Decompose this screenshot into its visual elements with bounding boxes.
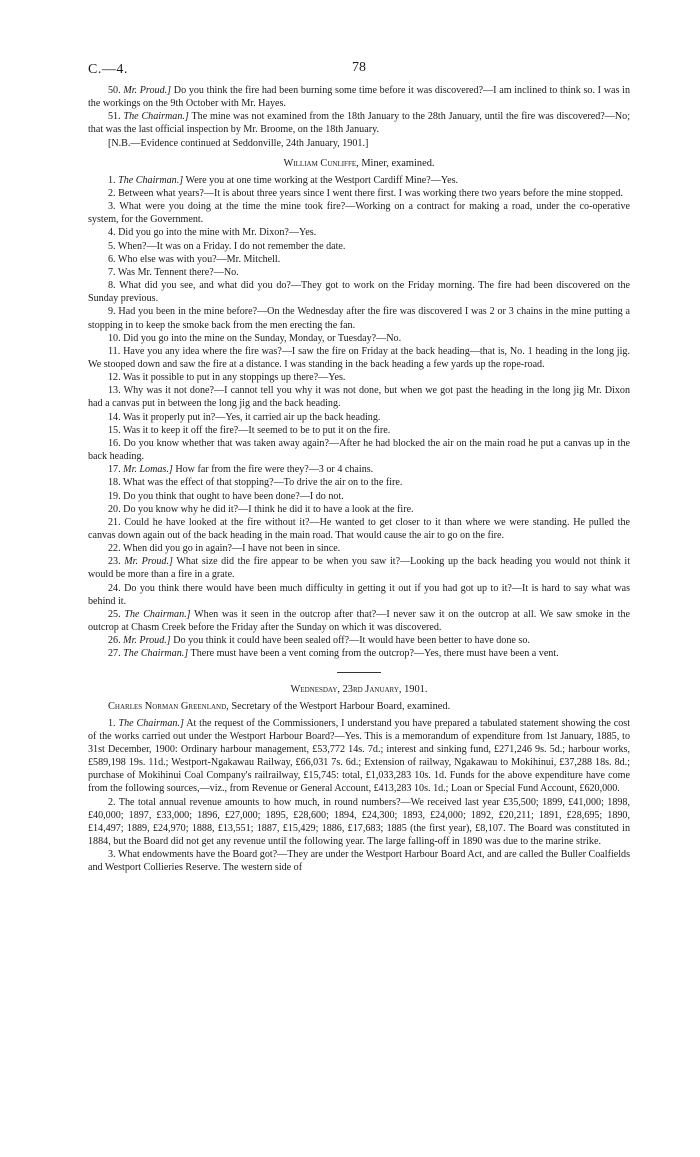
question-number: 22. xyxy=(108,543,121,555)
question-number: 14. xyxy=(108,411,121,423)
page-header xyxy=(88,52,630,77)
question-number: 2. xyxy=(108,796,116,808)
question-paragraph xyxy=(88,796,630,849)
question-number: 5. xyxy=(108,240,116,252)
question-text: Was it properly put in?—Yes, it carried air up the back heading. xyxy=(122,411,381,423)
question-text: At the request of the Commissioners, I understand you have prepared a tabulated statement showing the cost of the works carried out under the Westport Harbour Board?—Yes. This is a memorandum of expenditure from 1st January, 1885, to 31st December, 1900: Ordinary harbour management, £53,772 14s. 7d.; interest and sinking fund, £271,246 9s. 5d.; harbour works, £589,198 19s. 11d.; Westport-Ngakawau Railway, £66,031 7s. 6d.; Extension of railway, Ngakawau to Mokihinui, £37,288 18s. 8d.; purchase of Mokihinui Coal Company's railrailway, £15,745: total, £1,033,283 10s. 1d. Funds for the above expenditure have come from the following sources,—viz., from Revenue or General Account, £413,283 10s. 1d.; Loan or Special Fund Account, £620,000. xyxy=(88,717,631,795)
question-number: 13. xyxy=(108,385,121,397)
question-paragraph: 50. Mr. Proud.] Do you think the fire had been burning some time before it was discovered?—I am inclined to think so. I was in the workings on the 9th October with Mr. Hayes. xyxy=(88,85,630,110)
question-number: 23. xyxy=(108,556,121,568)
question-text: Have you any idea where the fire was?—I saw the fire on Friday at the back heading—that is, No. 1 heading in the long jig. We stooped down and saw the fire at a distance. I was standing in the back heading a few yards up the rope-road. xyxy=(88,345,630,370)
speaker: The Chairman.] xyxy=(123,648,189,660)
question-paragraph xyxy=(88,279,630,305)
question-text: Had you been in the mine before?—On the Wednesday after the fire was discovered I was 2 or 3 chains in the mine putting a stopping in to keep the smoke back from the men erecting the fan. xyxy=(88,306,630,331)
question-text: Between what years?—It is about three years since I went there first. I was working there two years before the mine stopped. xyxy=(118,187,623,199)
question-paragraph xyxy=(88,582,630,608)
question-paragraph xyxy=(88,555,630,581)
question-paragraph xyxy=(88,542,630,555)
question-text: Did you go into the mine on the Sunday, Monday, or Tuesday?—No. xyxy=(123,332,402,344)
question-number: 16. xyxy=(108,437,121,449)
document-reference: C.—4. xyxy=(88,62,128,77)
question-text: Do you think it could have been sealed off?—It would have been better to have done so. xyxy=(170,635,530,647)
question-text: Could he have looked at the fire without it?—He wanted to get closer to it than where we were standing. He pulled the canvas down again out of the back heading in the main road. That would cause the air to go on the fire. xyxy=(88,516,630,541)
question-number: 2. xyxy=(108,187,116,199)
question-text: Do you know whether that was taken away again?—After he had blocked the air on the main road he put a canvas up in the back heading. xyxy=(88,437,630,463)
question-number: 7. xyxy=(108,266,116,278)
witness-name: Charles Norman Greenland xyxy=(108,700,227,712)
question-text: Do you think there would have been much difficulty in getting it out if you had got up to it?—It is hard to say what was behind it. xyxy=(88,582,630,607)
question-text: What endowments have the Board got?—They are under the Westport Harbour Board Act, and are called the Buller Coalfields and Westport Collieries Reserve. The western side of xyxy=(88,849,631,874)
question-text: What did you see, and what did you do?—They got to work on the Friday morning. The fire had been discovered on the Sunday previous. xyxy=(88,280,630,305)
speaker: Mr. Proud.] xyxy=(124,556,173,568)
question-paragraph xyxy=(88,437,630,463)
speaker: The Chairman.] xyxy=(118,717,184,729)
question-text: Who else was with you?—Mr. Mitchell. xyxy=(117,253,281,265)
question-number: 1. xyxy=(108,717,116,729)
question-paragraph xyxy=(88,305,630,331)
question-text: What was the effect of that stopping?—To drive the air on to the fire. xyxy=(122,477,403,489)
question-number: 26. xyxy=(108,635,121,647)
question-text: Do you know why he did it?—I think he did it to have a look at the fire. xyxy=(123,503,414,515)
question-text: Were you at one time working at the Westport Cardiff Mine?—Yes. xyxy=(183,174,459,186)
question-number: 17. xyxy=(108,464,121,476)
question-number: 3. xyxy=(108,201,116,213)
question-text: When was it seen in the outcrop after that?—I never saw it on the outcrop at all. We saw smoke in the outcrop at Chasm Creek before the Friday after the Sunday on which it was discovered. xyxy=(88,608,631,634)
question-number: 12. xyxy=(108,372,121,384)
question-number: 10. xyxy=(108,332,121,344)
question-text: What were you doing at the time the mine took fire?—Working on a contract for making a road, under the co-operative system, for the Government. xyxy=(88,201,630,226)
evidence-continuation xyxy=(88,84,630,150)
question-text: What size did the fire appear to be when you saw it?—Looking up the back heading you would not think it would be more than a fire in a grate. xyxy=(88,556,630,581)
speaker: The Chairman.] xyxy=(118,174,184,186)
question-paragraph xyxy=(88,717,630,796)
question-text: Was it possible to put in any stoppings up there?—Yes. xyxy=(122,372,346,384)
witness-heading xyxy=(88,157,630,171)
question-paragraph xyxy=(88,200,630,226)
question-text: Why was it not done?—I cannot tell you why it was not done, but when we got past the heading in the long jig Mr. Dixon had a canvas put in between the long jig and the back heading. xyxy=(88,385,631,410)
question-paragraph xyxy=(88,253,630,266)
speaker: Mr. Proud.] xyxy=(123,635,171,647)
question-paragraph xyxy=(88,503,630,516)
question-paragraph xyxy=(88,345,630,371)
question-number: 9. xyxy=(108,306,116,318)
question-number: 3. xyxy=(108,849,116,861)
question-paragraph xyxy=(88,608,630,634)
question-number: 27. xyxy=(108,648,121,660)
question-paragraph xyxy=(88,463,630,476)
question-number: 25. xyxy=(108,608,121,620)
question-number: 4. xyxy=(108,227,116,239)
question-paragraph xyxy=(88,332,630,345)
question-number: 21. xyxy=(108,516,121,528)
question-number: 6. xyxy=(108,253,116,265)
question-text: Was it to keep it off the fire?—It seemed to be to put it on the fire. xyxy=(122,424,391,436)
question-number: 11. xyxy=(108,345,121,357)
question-paragraph: 51. The Chairman.] The mine was not examined from the 18th January to the 28th January, until the fire was discovered?—No; that was the last official inspection by Mr. Broome, on the 18th January. xyxy=(88,111,630,136)
page-number: 78 xyxy=(352,60,366,75)
question-paragraph xyxy=(88,411,630,424)
question-paragraph xyxy=(88,266,630,279)
question-text: Was Mr. Tennent there?—No. xyxy=(117,266,239,278)
question-paragraph xyxy=(88,647,630,660)
question-text: Do you think that ought to have been done?—I do not. xyxy=(123,490,344,502)
witness-role: , Secretary of the Westport Harbour Board, examined. xyxy=(226,700,451,712)
speaker: Mr. Lomas.] xyxy=(123,464,173,476)
question-paragraph xyxy=(88,490,630,503)
question-text: When?—It was on a Friday. I do not remember the date. xyxy=(117,240,346,252)
question-number: 20. xyxy=(108,503,121,515)
question-text: How far from the fire were they?—3 or 4 chains. xyxy=(172,464,374,476)
speaker: The Chairman.] xyxy=(124,608,191,620)
question-paragraph xyxy=(88,371,630,384)
question-text: Did you go into the mine with Mr. Dixon?—Yes. xyxy=(118,227,317,239)
question-paragraph xyxy=(88,384,630,410)
witness-testimony xyxy=(88,174,630,661)
question-number: 15. xyxy=(108,424,121,436)
question-paragraph xyxy=(88,187,630,200)
question-number: 1. xyxy=(108,174,116,186)
editorial-note: [N.B.—Evidence continued at Seddonville, 24th January, 1901.] xyxy=(108,137,369,149)
question-text: The total annual revenue amounts to how much, in round numbers?—We received last year £35,500; 1899, £41,000; 1898, £40,000; 1897, £33,000; 1896, £27,000; 1895, £28,600; 1894, £24,300; 1893, £24,000; 1892, £20,211; 1891, £28,695; 1890, £14,497; 1889, £24,970; 1888, £13,551; 1887, £15,429; 1886, £17,683; 1885 (the first year), £8,107. The Board was constituted in 1884, but the Board did not get any revenue until the following year. The large falling-off in 1890 was due to the marine strike. xyxy=(88,796,631,847)
question-paragraph xyxy=(88,226,630,239)
question-paragraph xyxy=(88,848,630,874)
question-number: 19. xyxy=(108,490,121,502)
witness-heading xyxy=(88,700,630,714)
question-number: 18. xyxy=(108,477,121,489)
question-paragraph xyxy=(88,476,630,489)
question-paragraph xyxy=(88,240,630,253)
question-number: 8. xyxy=(108,280,116,292)
witness-name: William Cunliffe xyxy=(283,157,357,169)
question-paragraph xyxy=(88,634,630,647)
question-paragraph xyxy=(88,174,630,187)
section-divider xyxy=(337,672,381,673)
question-text: When did you go in again?—I have not been in since. xyxy=(122,543,341,555)
witness-role: , Miner, examined. xyxy=(356,157,435,169)
question-text: There must have been a vent coming from the outcrop?—Yes, there must have been a vent. xyxy=(188,648,559,660)
question-paragraph xyxy=(88,424,630,437)
date-heading: Wednesday, 23rd January, 1901. xyxy=(290,683,428,695)
question-paragraph xyxy=(88,516,630,542)
witness-testimony xyxy=(88,717,630,875)
question-number: 24. xyxy=(108,582,121,594)
